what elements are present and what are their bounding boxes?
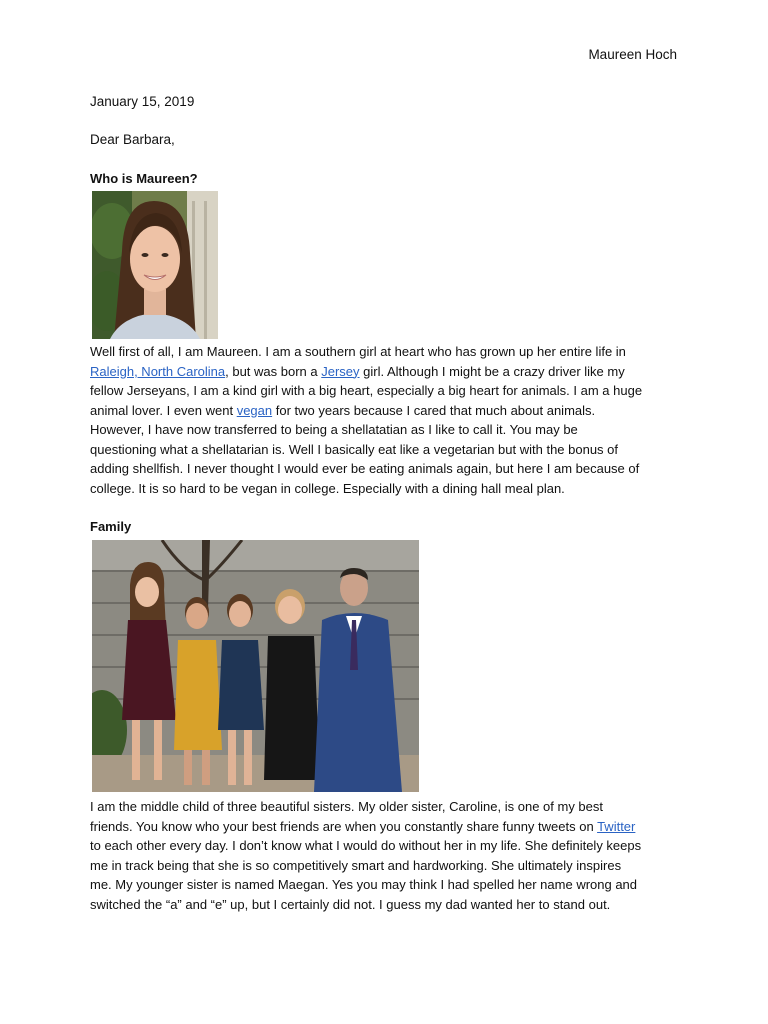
paragraph-line	[90, 856, 682, 876]
inline-link[interactable]: Jersey	[321, 363, 360, 379]
paragraph-text: adding shellfish. I never thought I would ever be eating animals again, but here I am because of	[90, 461, 640, 476]
paragraph-text: college. It is so hard to be vegan in college. Especially with a dining hall meal plan.	[90, 480, 565, 496]
paragraph-line	[90, 479, 682, 499]
paragraph-line	[90, 381, 682, 401]
inline-link[interactable]: vegan	[236, 402, 273, 418]
paragraph-text: for two years because I cared that much about animals.	[272, 402, 596, 418]
inline-link[interactable]: Twitter	[597, 818, 636, 834]
family-paragraph	[90, 797, 682, 914]
paragraph-text: Well first of all, I am Maureen. I am a southern girl at heart who has grown up her entire life in	[90, 344, 626, 359]
paragraph-text: me in track being that she is so competitively smart and hardworking. She ultimately inspires	[90, 857, 622, 873]
letter-date: January 15, 2019	[90, 94, 195, 109]
portrait-photo	[92, 191, 218, 339]
paragraph-text: fellow Jerseyans, I am a kind girl with a big heart, especially a big heart for animals. I am a huge	[90, 383, 643, 398]
paragraph-line	[90, 836, 682, 856]
inline-link[interactable]: Raleigh, North Carolina	[90, 363, 226, 379]
paragraph-line	[90, 440, 682, 460]
paragraph-text: me. My younger sister is named Maegan. Yes you may think I had spelled her name wrong and	[90, 877, 638, 892]
paragraph-line	[90, 895, 682, 915]
paragraph-text: friends. You know who your best friends are when you constantly share funny tweets on	[90, 818, 598, 834]
paragraph-line	[90, 342, 682, 362]
paragraph-line	[90, 459, 682, 479]
paragraph-text: switched the “a” and “e” up, but I certainly did not. I guess my dad wanted her to stand out.	[90, 896, 611, 912]
paragraph-text: However, I have now transferred to being a shellatatian as I like to call it. You may be	[90, 422, 578, 437]
family-photo	[92, 540, 419, 792]
paragraph-text: questioning what a shellatarian is. Well I basically eat like a vegetarian but with the bonus of	[90, 441, 619, 457]
paragraph-text: , but was born a	[225, 363, 322, 379]
section-heading-family: Family	[90, 519, 132, 534]
paragraph-line	[90, 362, 682, 382]
letter-greeting: Dear Barbara,	[90, 132, 175, 147]
paragraph-text: animal lover. I even went	[90, 402, 237, 418]
paragraph-line	[90, 817, 682, 837]
paragraph-text: to each other every day. I don’t know what I would do without her in my life. She definitely keeps	[90, 838, 642, 853]
paragraph-text: girl. Although I might be a crazy driver like my	[359, 363, 625, 379]
paragraph-line	[90, 420, 682, 440]
paragraph-line	[90, 875, 682, 895]
section-heading-who: Who is Maureen?	[90, 171, 198, 186]
paragraph-text: I am the middle child of three beautiful sisters. My older sister, Caroline, is one of my best	[90, 799, 604, 814]
paragraph-line	[90, 401, 682, 421]
paragraph-line	[90, 797, 682, 817]
about-paragraph	[90, 342, 682, 498]
author-name: Maureen Hoch	[588, 47, 677, 62]
